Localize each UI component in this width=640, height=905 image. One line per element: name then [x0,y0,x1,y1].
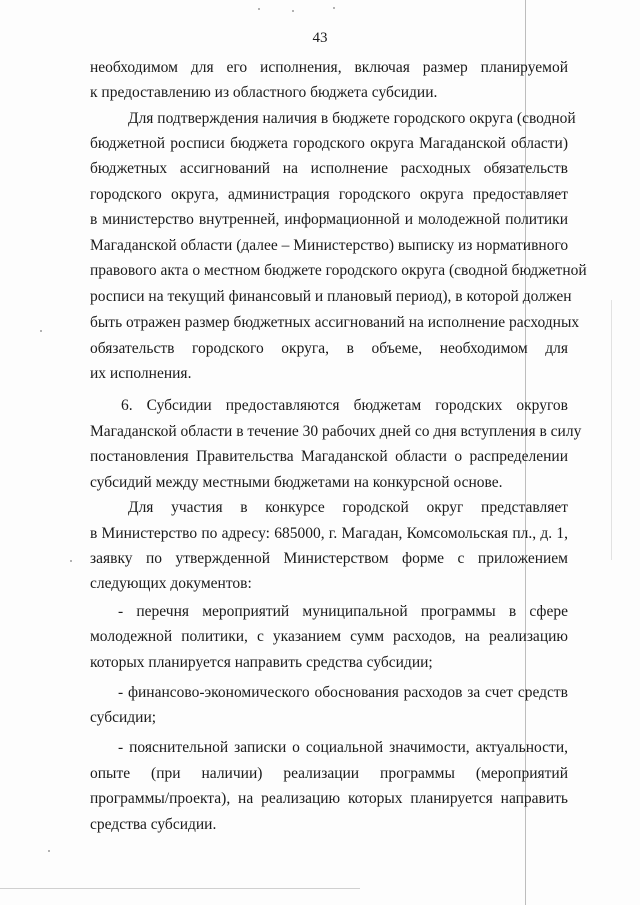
text-line: необходимом для его исполнения, включая размер планируемой [90,59,568,76]
text-line: - финансово-экономического обоснования расходов за счет средств [118,684,568,701]
text-line: следующих документов: [90,575,252,592]
text-line: бюджетной росписи бюджета городского округа Магаданской области) [90,135,568,152]
text-line: Для участия в конкурсе городской округ представляет [128,499,568,516]
text-line: которых планируется направить средства субсидии; [90,654,433,671]
text-line: опыте (при наличии) реализации программы (мероприятий [90,765,568,782]
scan-speck [70,560,72,562]
scan-speck [333,7,335,9]
text-line: обязательств городского округа, в объеме, необходимом для [90,340,568,357]
text-line: средства субсидии. [90,816,217,833]
scan-bottom-edge [0,888,360,889]
text-line: субсидии; [90,709,157,726]
text-line: Магаданской области (далее – Министерство) выписку из нормативного [90,237,569,254]
text-line: - пояснительной записки о социальной значимости, актуальности, [118,739,568,756]
text-line: молодежной политики, с указанием сумм расходов, на реализацию [90,628,568,645]
text-line: Для подтверждения наличия в бюджете городского округа (сводной [128,110,576,127]
text-line: - перечня мероприятий муниципальной программы в сфере [118,603,568,620]
text-line: постановления Правительства Магаданской области о распределении [90,448,568,465]
scan-speck [40,330,42,332]
text-line: их исполнения. [90,365,192,382]
page-number: 43 [312,30,328,46]
text-line: быть отражен размер бюджетных ассигнований на исполнение расходных [90,314,580,331]
text-line: правового акта о местном бюджете городского округа (сводной бюджетной [90,262,587,279]
text-line: к предоставлению из областного бюджета субсидии. [90,84,438,101]
text-line: росписи на текущий финансовый и плановый период), в которой должен [90,288,572,305]
text-line: в министерство внутренней, информационной и молодежной политики [90,211,568,228]
scan-speck [258,8,260,10]
scan-margin-line [611,300,612,560]
scan-speck [48,850,50,852]
text-line: 6. Субсидии предоставляются бюджетам городских округов [121,397,568,414]
text-line: Магаданской области в течение 30 рабочих дней со дня вступления в силу [90,423,582,440]
text-line: программы/проекта), на реализацию которых планируется направить [90,790,568,807]
text-line: в Министерство по адресу: 685000, г. Магадан, Комсомольская пл., д. 1, [90,525,568,542]
text-line: субсидий между местными бюджетами на конкурсной основе. [90,474,503,491]
text-line: городского округа, администрация городского округа предоставляет [90,186,568,203]
text-line: заявку по утвержденной Министерством форме с приложением [90,550,568,567]
text-line: бюджетных ассигнований на исполнение расходных обязательств [90,160,568,177]
scan-speck [292,10,294,12]
